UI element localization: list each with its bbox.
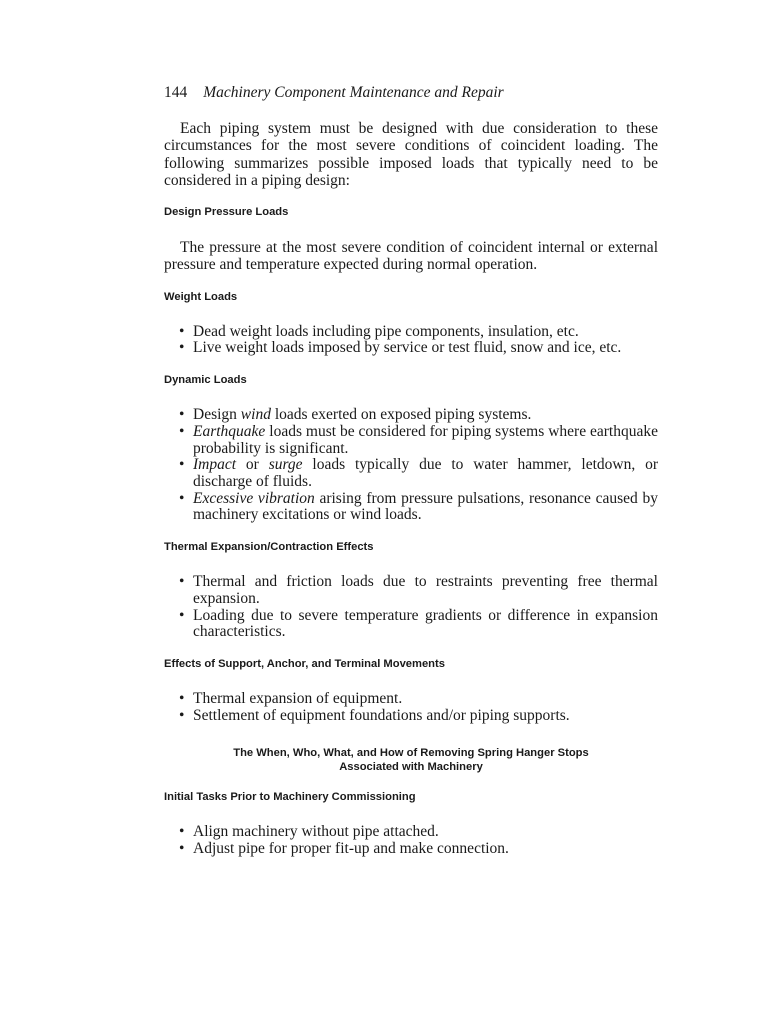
list-item: • Earthquake loads must be considered for piping systems where earthquake probability is significant. xyxy=(179,422,658,457)
list-item: • Settlement of equipment foundations and/or piping supports. xyxy=(179,706,570,724)
list-item: • Excessive vibration arising from pressure pulsations, resonance caused by machinery excitations or wind loads. xyxy=(179,489,658,524)
heading-dynamic-loads: Dynamic Loads xyxy=(164,374,247,387)
bullet: • xyxy=(179,422,185,440)
list-item: • Thermal and friction loads due to restraints preventing free thermal expansion. xyxy=(179,573,658,607)
bullet: • xyxy=(179,689,185,707)
bullet: • xyxy=(179,606,185,624)
intro-paragraph: Each piping system must be designed with due consideration to these circumstances for the most severe conditions of coincident loading. The following summarizes possible imposed loads that typically need to be considered in a piping design: xyxy=(164,120,658,189)
dynamic-loads-list xyxy=(164,407,658,524)
list-item: • Thermal expansion of equipment. xyxy=(179,689,403,707)
heading-weight-loads: Weight Loads xyxy=(164,290,238,303)
bullet: • xyxy=(179,489,185,507)
design-pressure-paragraph: The pressure at the most severe condition of coincident internal or external pressure and temperature expected during normal operation. xyxy=(164,239,658,274)
bullet: • xyxy=(179,706,185,724)
page-content xyxy=(164,120,658,858)
heading-initial-tasks: Initial Tasks Prior to Machinery Commissioning xyxy=(164,791,416,804)
thermal-effects-list xyxy=(164,574,658,641)
book-title: Machinery Component Maintenance and Repair xyxy=(203,84,504,101)
running-header xyxy=(164,84,504,102)
initial-tasks-list xyxy=(164,824,658,857)
weight-loads-list xyxy=(164,324,658,357)
heading-design-pressure-loads: Design Pressure Loads xyxy=(164,206,289,219)
heading-thermal-effects: Thermal Expansion/Contraction Effects xyxy=(164,541,374,554)
bullet: • xyxy=(179,322,185,340)
bullet: • xyxy=(179,823,185,841)
heading-support-anchor-movements: Effects of Support, Anchor, and Terminal Movements xyxy=(164,657,445,670)
list-item: • Align machinery without pipe attached. xyxy=(179,823,439,841)
bullet: • xyxy=(179,456,185,474)
support-movements-list xyxy=(164,691,658,724)
list-item: • Live weight loads imposed by service or test fluid, snow and ice, etc. xyxy=(179,339,622,357)
bullet: • xyxy=(179,339,185,357)
heading-spring-hanger-stops: The When, Who, What, and How of Removing Spring Hanger Stops Associated with Machinery xyxy=(233,747,589,774)
page-number: 144 xyxy=(164,84,188,101)
list-item: • Loading due to severe temperature gradients or difference in expansion characteristics. xyxy=(179,606,658,641)
bullet: • xyxy=(179,573,185,591)
bullet: • xyxy=(179,406,185,424)
list-item: • Impact or surge loads typically due to water hammer, letdown, or discharge of fluids. xyxy=(179,456,658,490)
list-item: • Design wind loads exerted on exposed piping systems. xyxy=(179,406,532,424)
list-item: • Adjust pipe for proper fit-up and make connection. xyxy=(179,840,509,858)
bullet: • xyxy=(179,840,185,858)
list-item: • Dead weight loads including pipe components, insulation, etc. xyxy=(179,322,579,340)
